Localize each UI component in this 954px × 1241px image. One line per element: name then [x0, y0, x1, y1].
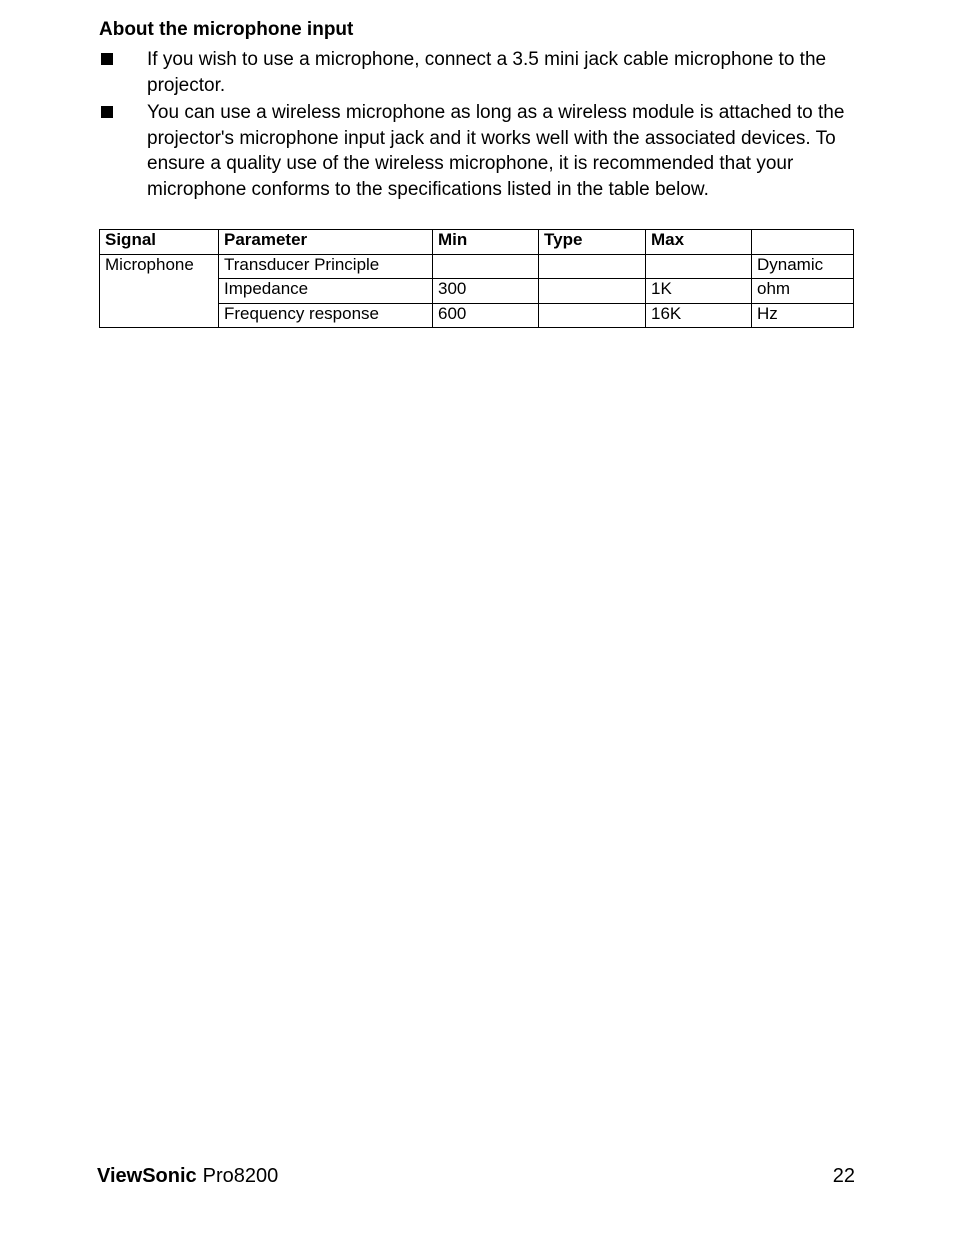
unit-cell: Hz — [752, 303, 854, 328]
column-header-parameter: Parameter — [219, 230, 433, 255]
unit-cell: Dynamic — [752, 254, 854, 279]
parameter-cell: Frequency response — [219, 303, 433, 328]
min-cell — [433, 254, 539, 279]
min-cell: 300 — [433, 279, 539, 304]
column-header-signal: Signal — [100, 230, 219, 255]
page-footer — [97, 1164, 278, 1188]
max-cell: 16K — [646, 303, 752, 328]
footer-brand: ViewSonic — [97, 1165, 197, 1187]
table-header-row — [100, 230, 854, 255]
column-header-unit — [752, 230, 854, 255]
page-number: 22 — [832, 1165, 855, 1187]
column-header-min: Min — [433, 230, 539, 255]
square-bullet-icon — [101, 106, 113, 118]
bullet-text: You can use a wireless microphone as long as a wireless module is attached to the projector's microphone input jack and it works well with the associated devices. To ensure a quality use of the wireless microphone, it is recommended that your microphone conforms to the specifications listed in the table below. — [147, 102, 845, 200]
microphone-spec-table — [99, 229, 854, 328]
unit-cell: ohm — [752, 279, 854, 304]
max-cell — [646, 254, 752, 279]
column-header-max: Max — [646, 230, 752, 255]
type-cell — [539, 254, 646, 279]
parameter-cell: Impedance — [219, 279, 433, 304]
column-header-type: Type — [539, 230, 646, 255]
list-item — [99, 47, 859, 98]
bullet-list — [99, 47, 859, 204]
square-bullet-icon — [101, 53, 113, 65]
table-row — [100, 254, 854, 279]
parameter-cell: Transducer Principle — [219, 254, 433, 279]
type-cell — [539, 279, 646, 304]
max-cell: 1K — [646, 279, 752, 304]
signal-cell: Microphone — [100, 254, 219, 328]
type-cell — [539, 303, 646, 328]
list-item — [99, 100, 859, 202]
min-cell: 600 — [433, 303, 539, 328]
section-title: About the microphone input — [99, 19, 354, 40]
footer-model: Pro8200 — [202, 1165, 279, 1187]
bullet-text: If you wish to use a microphone, connect a 3.5 mini jack cable microphone to the projector. — [147, 49, 827, 96]
